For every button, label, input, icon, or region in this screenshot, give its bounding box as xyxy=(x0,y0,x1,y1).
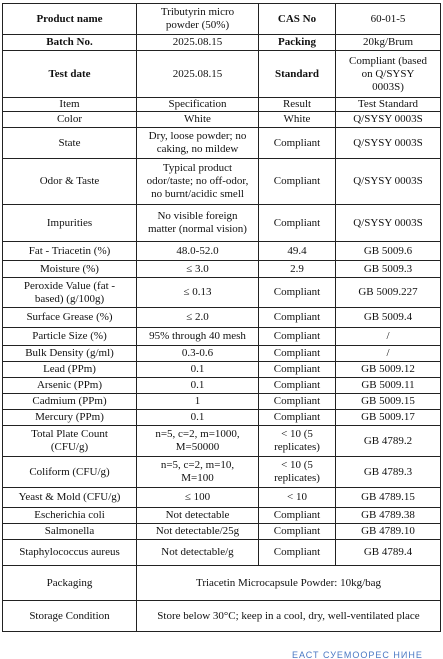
row-item: State xyxy=(3,128,137,159)
row-specification: ≤ 2.0 xyxy=(137,308,259,328)
row-result: Compliant xyxy=(259,328,336,346)
row-test-standard: GB 4789.3 xyxy=(336,457,441,488)
storage-condition-row xyxy=(3,601,441,632)
row-item: Arsenic (PPm) xyxy=(3,378,137,394)
row-specification: Not detectable xyxy=(137,508,259,524)
row-result: Compliant xyxy=(259,394,336,410)
row-test-standard: GB 5009.227 xyxy=(336,278,441,308)
row-item: Cadmium (PPm) xyxy=(3,394,137,410)
packaging-label: Packaging xyxy=(3,566,137,601)
row-item: Salmonella xyxy=(3,524,137,540)
storage-condition-label: Storage Condition xyxy=(3,601,137,632)
row-item: Lead (PPm) xyxy=(3,362,137,378)
cas-value: 60-01-5 xyxy=(336,4,441,35)
coa-table xyxy=(2,3,441,632)
row-test-standard: GB 5009.4 xyxy=(336,308,441,328)
row-specification: 0.1 xyxy=(137,410,259,426)
row-item: Impurities xyxy=(3,205,137,242)
footer-watermark: ЕАСТ СУЕМООРЕС НИНЕ xyxy=(292,650,423,659)
row-test-standard: GB 4789.38 xyxy=(336,508,441,524)
row-specification: Not detectable/25g xyxy=(137,524,259,540)
row-item: Odor & Taste xyxy=(3,159,137,205)
row-specification: 1 xyxy=(137,394,259,410)
row-specification: 48.0-52.0 xyxy=(137,242,259,261)
column-header-row xyxy=(3,98,441,112)
batch-value: 2025.08.15 xyxy=(137,35,259,51)
row-result: Compliant xyxy=(259,346,336,362)
row-result: Compliant xyxy=(259,278,336,308)
row-item: Bulk Density (g/ml) xyxy=(3,346,137,362)
row-result: Compliant xyxy=(259,308,336,328)
row-specification: 0.1 xyxy=(137,378,259,394)
row-result: Compliant xyxy=(259,540,336,566)
product-name-label: Product name xyxy=(3,4,137,35)
row-item: Staphylococcus aureus xyxy=(3,540,137,566)
row-item: Coliform (CFU/g) xyxy=(3,457,137,488)
packaging-value: Triacetin Microcapsule Powder: 10kg/bag xyxy=(137,566,441,601)
table-row xyxy=(3,308,441,328)
row-test-standard: GB 4789.2 xyxy=(336,426,441,457)
table-row xyxy=(3,394,441,410)
table-row xyxy=(3,159,441,205)
row-test-standard: GB 4789.15 xyxy=(336,488,441,508)
table-row xyxy=(3,242,441,261)
row-specification: 0.3-0.6 xyxy=(137,346,259,362)
row-specification: ≤ 3.0 xyxy=(137,261,259,278)
table-row xyxy=(3,112,441,128)
row-item: Yeast & Mold (CFU/g) xyxy=(3,488,137,508)
table-row xyxy=(3,328,441,346)
row-result: < 10 xyxy=(259,488,336,508)
row-result: Compliant xyxy=(259,362,336,378)
header-row-batch xyxy=(3,35,441,51)
row-item: Escherichia coli xyxy=(3,508,137,524)
row-result: Compliant xyxy=(259,378,336,394)
test-date-value: 2025.08.15 xyxy=(137,51,259,98)
cas-label: CAS No xyxy=(259,4,336,35)
row-result: < 10 (5 replicates) xyxy=(259,426,336,457)
row-item: Surface Grease (%) xyxy=(3,308,137,328)
column-header-item: Item xyxy=(3,98,137,112)
row-specification: n=5, c=2, m=10, M=100 xyxy=(137,457,259,488)
row-test-standard: GB 4789.10 xyxy=(336,524,441,540)
row-specification: Typical product odor/taste; no off-odor, no burnt/acidic smell xyxy=(137,159,259,205)
table-row xyxy=(3,261,441,278)
row-result: Compliant xyxy=(259,508,336,524)
table-row xyxy=(3,457,441,488)
row-item: Total Plate Count (CFU/g) xyxy=(3,426,137,457)
column-header-test-standard: Test Standard xyxy=(336,98,441,112)
row-specification: ≤ 0.13 xyxy=(137,278,259,308)
row-test-standard: Q/SYSY 0003S xyxy=(336,159,441,205)
table-row xyxy=(3,488,441,508)
storage-condition-value: Store below 30°C; keep in a cool, dry, well-ventilated place xyxy=(137,601,441,632)
row-test-standard: GB 4789.4 xyxy=(336,540,441,566)
row-test-standard: Q/SYSY 0003S xyxy=(336,128,441,159)
table-row xyxy=(3,362,441,378)
row-test-standard: GB 5009.6 xyxy=(336,242,441,261)
row-result: Compliant xyxy=(259,159,336,205)
row-specification: White xyxy=(137,112,259,128)
table-row xyxy=(3,508,441,524)
row-specification: Not detectable/g xyxy=(137,540,259,566)
table-row xyxy=(3,128,441,159)
row-test-standard: GB 5009.15 xyxy=(336,394,441,410)
table-row xyxy=(3,540,441,566)
row-result: 49.4 xyxy=(259,242,336,261)
row-specification: 0.1 xyxy=(137,362,259,378)
row-specification: ≤ 100 xyxy=(137,488,259,508)
row-item: Peroxide Value (fat - based) (g/100g) xyxy=(3,278,137,308)
header-row-product xyxy=(3,4,441,35)
row-test-standard: / xyxy=(336,346,441,362)
row-result: 2.9 xyxy=(259,261,336,278)
row-test-standard: GB 5009.11 xyxy=(336,378,441,394)
row-test-standard: Q/SYSY 0003S xyxy=(336,205,441,242)
row-specification: No visible foreign matter (normal vision) xyxy=(137,205,259,242)
row-item: Mercury (PPm) xyxy=(3,410,137,426)
standard-label: Standard xyxy=(259,51,336,98)
row-test-standard: GB 5009.17 xyxy=(336,410,441,426)
table-row xyxy=(3,524,441,540)
row-result: Compliant xyxy=(259,410,336,426)
row-result: < 10 (5 replicates) xyxy=(259,457,336,488)
packing-value: 20kg/Brum xyxy=(336,35,441,51)
batch-label: Batch No. xyxy=(3,35,137,51)
table-row xyxy=(3,278,441,308)
table-row xyxy=(3,205,441,242)
column-header-specification: Specification xyxy=(137,98,259,112)
product-name-value: Tributyrin micro powder (50%) xyxy=(137,4,259,35)
column-header-result: Result xyxy=(259,98,336,112)
header-row-test-date xyxy=(3,51,441,98)
table-row xyxy=(3,378,441,394)
packing-label: Packing xyxy=(259,35,336,51)
test-date-label: Test date xyxy=(3,51,137,98)
row-specification: Dry, loose powder; no caking, no mildew xyxy=(137,128,259,159)
table-row xyxy=(3,426,441,457)
packaging-row xyxy=(3,566,441,601)
standard-value: Compliant (based on Q/SYSY 0003S) xyxy=(336,51,441,98)
row-result: Compliant xyxy=(259,128,336,159)
row-test-standard: GB 5009.3 xyxy=(336,261,441,278)
row-result: White xyxy=(259,112,336,128)
row-item: Particle Size (%) xyxy=(3,328,137,346)
row-item: Fat - Triacetin (%) xyxy=(3,242,137,261)
table-row xyxy=(3,410,441,426)
row-test-standard: Q/SYSY 0003S xyxy=(336,112,441,128)
row-item: Moisture (%) xyxy=(3,261,137,278)
row-specification: 95% through 40 mesh xyxy=(137,328,259,346)
row-test-standard: / xyxy=(336,328,441,346)
row-result: Compliant xyxy=(259,205,336,242)
row-test-standard: GB 5009.12 xyxy=(336,362,441,378)
row-item: Color xyxy=(3,112,137,128)
table-row xyxy=(3,346,441,362)
row-specification: n=5, c=2, m=1000, M=50000 xyxy=(137,426,259,457)
row-result: Compliant xyxy=(259,524,336,540)
